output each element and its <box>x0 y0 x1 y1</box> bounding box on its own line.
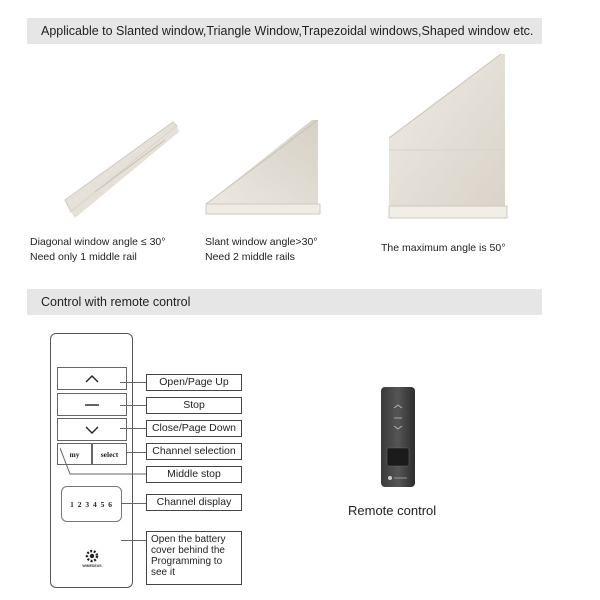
dash-icon <box>84 403 100 407</box>
remote-photo <box>380 386 416 488</box>
applicable-banner: Applicable to Slanted window,Triangle Window,Trapezoidal windows,Shaped window etc. <box>27 18 542 44</box>
callout-close: Close/Page Down <box>146 420 242 437</box>
leader-open <box>120 382 146 383</box>
stop-button[interactable] <box>57 393 127 416</box>
callout-channel-selection: Channel selection <box>146 443 242 460</box>
max-angle-shade-image <box>385 50 510 222</box>
leader-channel-display <box>121 503 146 504</box>
callout-open: Open/Page Up <box>146 374 242 391</box>
window-caption-1: Diagonal window angle ≤ 30° Need only 1 middle rail <box>30 236 166 263</box>
chevron-up-icon <box>84 374 100 384</box>
control-banner: Control with remote control <box>27 289 542 315</box>
remote-photo-caption: Remote control <box>348 503 437 518</box>
window-caption-3: The maximum angle is 50° <box>381 242 506 254</box>
callout-battery: Open the battery cover behind the Programming to see it <box>146 531 242 585</box>
select-button[interactable]: select <box>92 443 127 465</box>
leader-close <box>120 428 146 429</box>
my-button[interactable]: my <box>57 443 92 465</box>
leader-battery <box>121 540 146 541</box>
window-caption-2: Slant window angle>30° Need 2 middle rails <box>205 236 318 263</box>
callout-stop: Stop <box>146 397 242 414</box>
callout-channel-display: Channel display <box>146 494 242 511</box>
leader-stop <box>120 405 146 406</box>
channel-display-screen: 1 2 3 4 5 6 <box>61 486 122 522</box>
diagonal-shade-image <box>55 112 185 220</box>
up-button[interactable] <box>57 367 127 390</box>
down-button[interactable] <box>57 418 127 441</box>
chevron-down-icon <box>84 425 100 435</box>
gear-logo-icon: WIMEDEUS <box>81 548 103 578</box>
slant-shade-image <box>200 112 325 220</box>
callout-middle-stop: Middle stop <box>146 466 242 483</box>
leader-middle-stop <box>60 448 150 478</box>
